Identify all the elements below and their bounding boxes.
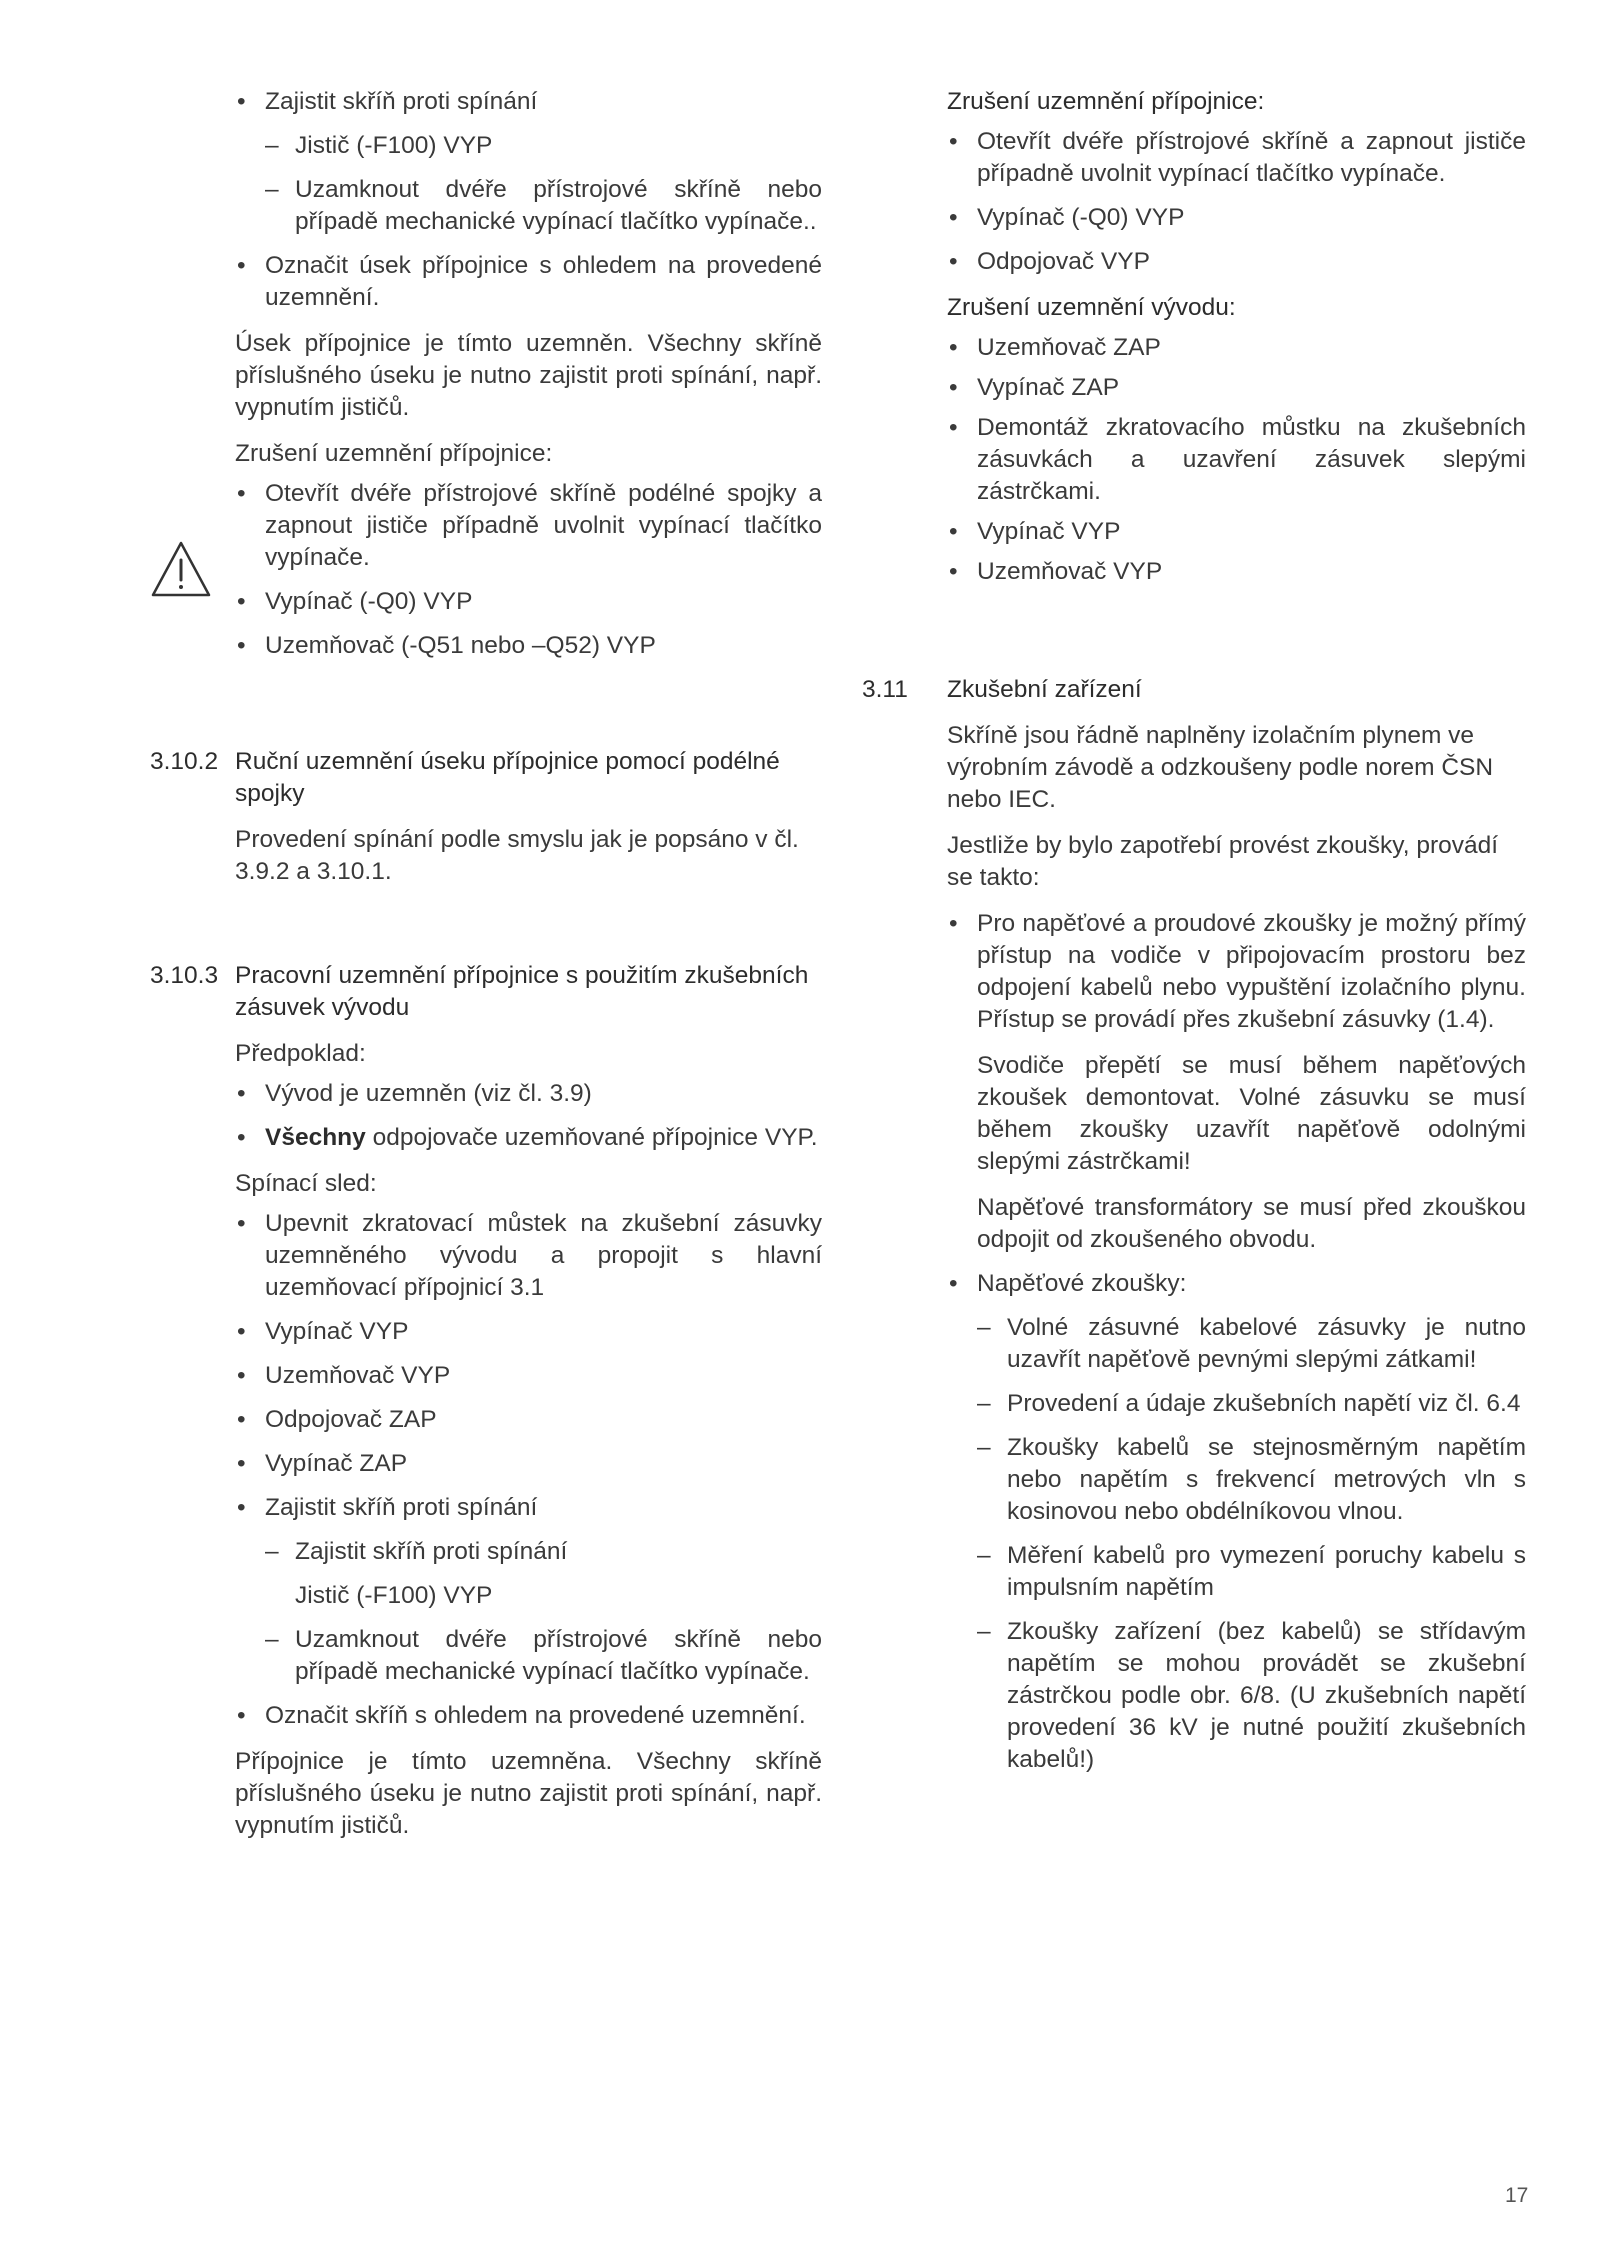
switching-sequence-label: Spínací sled: <box>235 1170 377 1197</box>
list-item: • Vypínač ZAP <box>235 1448 822 1480</box>
paragraph: Skříně jsou řádně naplněny izolačním plynem ve výrobním závodě a odzkoušeny podle norem ČSN nebo IEC. <box>947 722 1494 813</box>
switching-lock-list <box>235 86 822 314</box>
sub-list <box>265 130 822 238</box>
section-number: 3.10.3 <box>150 962 219 989</box>
section-title: Pracovní uzemnění přípojnice s použitím zkušebních zásuvek vývodu <box>235 962 809 1021</box>
list-item: • Uzemňovač ZAP <box>947 332 1526 364</box>
paragraph: Přípojnice je tímto uzemněna. Všechny skříně příslušného úseku je nutno zajistit proti spínání, např. vypnutím jističů. <box>235 1748 822 1839</box>
list-item-text: Svodiče přepětí se musí během napěťových zkoušek demontovat. Volné zásuvku se musí během zkoušky uzavřít napěťově odolnými slepými zástrčkami! <box>977 1052 1526 1175</box>
list-item <box>947 1268 1526 1776</box>
list-item: • Uzemňovač (-Q51 nebo –Q52) VYP <box>235 630 822 662</box>
switching-sequence-list <box>235 1208 822 1732</box>
list-item: • Demontáž zkratovacího můstku na zkušebních zásuvkách a uzavření zásuvek slepými zástrčkami. <box>947 412 1526 508</box>
list-item: • Vývod je uzemněn (viz čl. 3.9) <box>235 1078 822 1110</box>
sub-list-item: – Zajistit skříň proti spínání <box>265 1536 822 1568</box>
list-item-text: Zajistit skříň proti spínání <box>265 88 538 115</box>
list-item <box>235 1122 822 1154</box>
list-item: • Uzemňovač VYP <box>947 556 1526 588</box>
list-item: • Vypínač ZAP <box>947 372 1526 404</box>
section-heading-3-11 <box>862 674 1526 706</box>
sub-list-item: – Zkoušky zařízení (bez kabelů) se střídavým napětím se mohou provádět se zkušební zástrčkou podle obr. 6/8. (U zkušebních napětí provedení 36 kV je nutné použití zkušebních kabelů!) <box>977 1616 1526 1776</box>
sub-list-item: – Volné zásuvné kabelové zásuvky je nutno uzavřít napěťově pevnými slepými zátkami! <box>977 1312 1526 1376</box>
list-item <box>947 908 1526 1256</box>
list-item-text: odpojovače uzemňované přípojnice VYP. <box>365 1124 818 1151</box>
list-item-text: Napěťové zkoušky: <box>977 1270 1187 1297</box>
list-item-text: Napěťové transformátory se musí před zkouškou odpojit od zkoušeného obvodu. <box>977 1194 1526 1253</box>
list-item <box>235 86 822 238</box>
cancel-busbar-list <box>235 478 822 662</box>
section-3-11-body <box>947 720 1526 1776</box>
left-column <box>150 86 822 1856</box>
list-item: • Vypínač VYP <box>947 516 1526 548</box>
list-item-text: • Pro napěťové a proudové zkoušky je možný přímý přístup na vodiče v připojovacím prostoru bez odpojení kabelů nebo vypuštění izolačního plynu. Přístup se provádí přes zkušební zásuvky (1.4). <box>977 910 1526 1033</box>
list-item: • Vypínač (-Q0) VYP <box>235 586 822 618</box>
sub-list-item: – Jistič (-F100) VYP <box>265 130 822 162</box>
list-item: • Označit úsek přípojnice s ohledem na provedené uzemnění. <box>235 250 822 314</box>
test-list <box>947 908 1526 1776</box>
cancel-feeder-heading: Zrušení uzemnění vývodu: <box>947 294 1236 321</box>
list-item <box>235 1492 822 1688</box>
paragraph: Provedení spínání podle smyslu jak je popsáno v čl. 3.9.2 a 3.10.1. <box>235 826 799 885</box>
section-title: Ruční uzemnění úseku přípojnice pomocí podélné spojky <box>235 748 780 807</box>
right-column <box>862 86 1526 1790</box>
sub-list <box>977 1312 1526 1776</box>
list-item: • Vypínač (-Q0) VYP <box>947 202 1526 234</box>
prerequisite-list <box>235 1078 822 1154</box>
cancel-feeder-list <box>947 332 1526 588</box>
section-heading-3-10-2 <box>150 746 822 810</box>
section-number: 3.10.2 <box>150 748 219 775</box>
list-item: • Otevřít dvéře přístrojové skříně a zapnout jističe případně uvolnit vypínací tlačítko vypínače. <box>947 126 1526 190</box>
list-item: • Uzemňovač VYP <box>235 1360 822 1392</box>
list-item: • Odpojovač VYP <box>947 246 1526 278</box>
prerequisite-label: Předpoklad: <box>235 1040 366 1067</box>
list-item: • Vypínač VYP <box>235 1316 822 1348</box>
sub-list-item: – Uzamknout dvéře přístrojové skříně nebo případě mechanické vypínací tlačítko vypínače. <box>265 1624 822 1688</box>
section-number: 3.11 <box>862 676 908 703</box>
section-3-10-3-body <box>235 1038 822 1842</box>
bold-text: Všechny <box>265 1124 366 1151</box>
sub-list-item: – Uzamknout dvéře přístrojové skříně nebo případě mechanické vypínací tlačítko vypínače.. <box>265 174 822 238</box>
list-item-text: Zajistit skříň proti spínání <box>265 1494 538 1521</box>
sub-list <box>265 1536 822 1688</box>
sub-list-item: – Zkoušky kabelů se stejnosměrným napětím nebo napětím s frekvencí metrových vln s kosinovou nebo obdélníkovou vlnou. <box>977 1432 1526 1528</box>
list-item: • Označit skříň s ohledem na provedené uzemnění. <box>235 1700 822 1732</box>
cancel-busbar-heading: Zrušení uzemnění přípojnice: <box>235 440 553 467</box>
section-title: Zkušební zařízení <box>947 676 1142 703</box>
list-item: • Upevnit zkratovací můstek na zkušební zásuvky uzemněného vývodu a propojit s hlavní uzemňovací přípojnicí 3.1 <box>235 1208 822 1304</box>
page-number: 17 <box>1505 2184 1529 2207</box>
list-item: • Odpojovač ZAP <box>235 1404 822 1436</box>
paragraph: Úsek přípojnice je tímto uzemněn. Všechny skříně příslušného úseku je nutno zajistit proti spínání, např. vypnutím jističů. <box>235 330 822 421</box>
section-heading-3-10-3 <box>150 960 822 1024</box>
sub-list-item: – Měření kabelů pro vymezení poruchy kabelu s impulsním napětím <box>977 1540 1526 1604</box>
sub-list-item: Jistič (-F100) VYP <box>295 1582 493 1609</box>
paragraph: Jestliže by bylo zapotřebí provést zkoušky, provádí se takto: <box>947 832 1499 891</box>
cancel-busbar-list <box>947 126 1526 278</box>
sub-list-item: – Provedení a údaje zkušebních napětí viz čl. 6.4 <box>977 1388 1526 1420</box>
left-top-block <box>235 86 822 662</box>
list-item: • Otevřít dvéře přístrojové skříně podélné spojky a zapnout jističe případně uvolnit vypínací tlačítko vypínače. <box>235 478 822 574</box>
cancel-busbar-heading: Zrušení uzemnění přípojnice: <box>947 88 1265 115</box>
